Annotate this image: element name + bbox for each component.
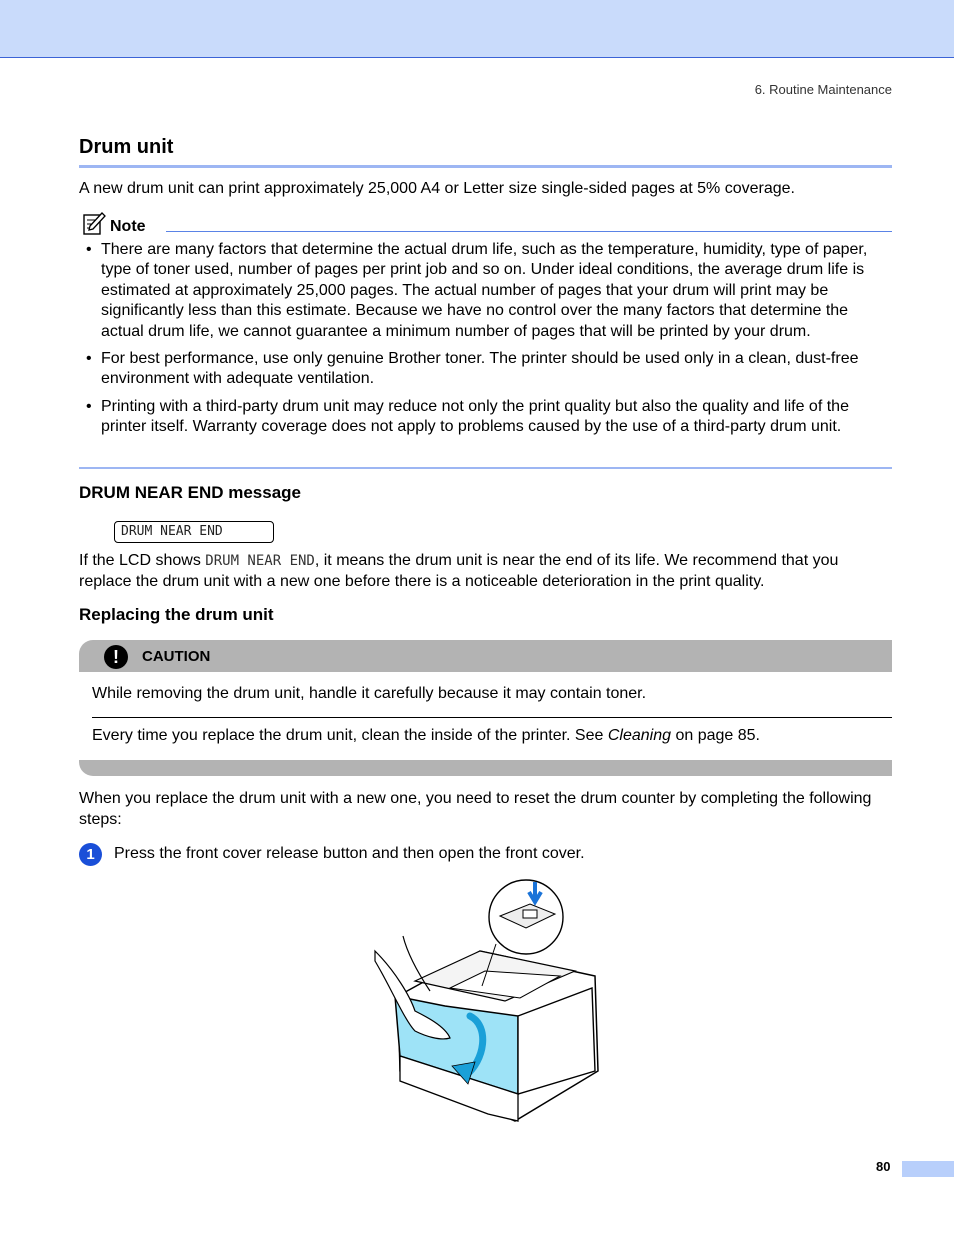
lcd-display: DRUM NEAR END bbox=[114, 521, 274, 543]
exclamation-icon: ! bbox=[104, 645, 128, 669]
bullet-icon: • bbox=[86, 397, 92, 415]
note-rule-bottom bbox=[79, 467, 892, 469]
page-number: 80 bbox=[876, 1159, 891, 1174]
printer-illustration bbox=[370, 876, 610, 1126]
header-band bbox=[0, 0, 954, 58]
intro-paragraph: A new drum unit can print approximately 25,000 A4 or Letter size single-sided pages at 5% coverage. bbox=[79, 180, 795, 197]
caution-label: CAUTION bbox=[142, 648, 211, 665]
note-list bbox=[79, 240, 894, 445]
cleaning-link[interactable]: Cleaning bbox=[607, 727, 671, 744]
section-title: Drum unit bbox=[79, 136, 174, 158]
bullet-icon: • bbox=[86, 350, 92, 368]
steps-intro: When you replace the drum unit with a new one, you need to reset the drum counter by completing the following steps: bbox=[79, 790, 872, 828]
note-item: • There are many factors that determine the actual drum life, such as the temperature, humidity, type of paper, type of toner used, number of pages per print job and so on. Under ideal conditions, the average drum life is estimated at approximately 25,000 pages. The actual number of pages that your drum will print may be significantly less than this estimate. Because we have no control over the many factors that determine the actual drum life, we cannot guarantee a minimum number of pages that will be printed by your drum. bbox=[86, 241, 868, 340]
caution-text-2: Every time you replace the drum unit, clean the inside of the printer. See Cleaning on page 85. bbox=[92, 727, 760, 744]
drum-near-end-paragraph: If the LCD shows DRUM NEAR END, it means the drum unit is near the end of its life. We recommend that you replace the drum unit with a new one before there is a noticeable deterioration in the print quality. bbox=[79, 552, 839, 590]
caution-separator bbox=[92, 717, 892, 718]
note-label: Note bbox=[110, 218, 146, 235]
note-rule-top bbox=[166, 231, 892, 232]
note-item: • Printing with a third-party drum unit may reduce not only the print quality but also the quality and life of the printer itself. Warranty coverage does not apply to problems caused by the use of a third-party drum unit. bbox=[86, 397, 849, 436]
page-tab bbox=[902, 1161, 954, 1177]
chapter-title: 6. Routine Maintenance bbox=[754, 82, 892, 97]
step-text: Press the front cover release button and then open the front cover. bbox=[114, 845, 585, 862]
note-icon bbox=[82, 212, 106, 236]
replacing-heading: Replacing the drum unit bbox=[79, 605, 274, 624]
caution-footer bbox=[79, 760, 892, 776]
caution-text-1: While removing the drum unit, handle it carefully because it may contain toner. bbox=[92, 685, 647, 702]
note-item: • For best performance, use only genuine Brother toner. The printer should be used only in a clean, dust-free environment with adequate ventilation. bbox=[86, 350, 859, 388]
lcd-code: DRUM NEAR END bbox=[205, 553, 315, 569]
bullet-icon: • bbox=[86, 241, 92, 258]
step-number: 1 bbox=[79, 843, 102, 866]
drum-near-end-heading: DRUM NEAR END message bbox=[79, 483, 301, 502]
title-rule bbox=[79, 165, 892, 168]
